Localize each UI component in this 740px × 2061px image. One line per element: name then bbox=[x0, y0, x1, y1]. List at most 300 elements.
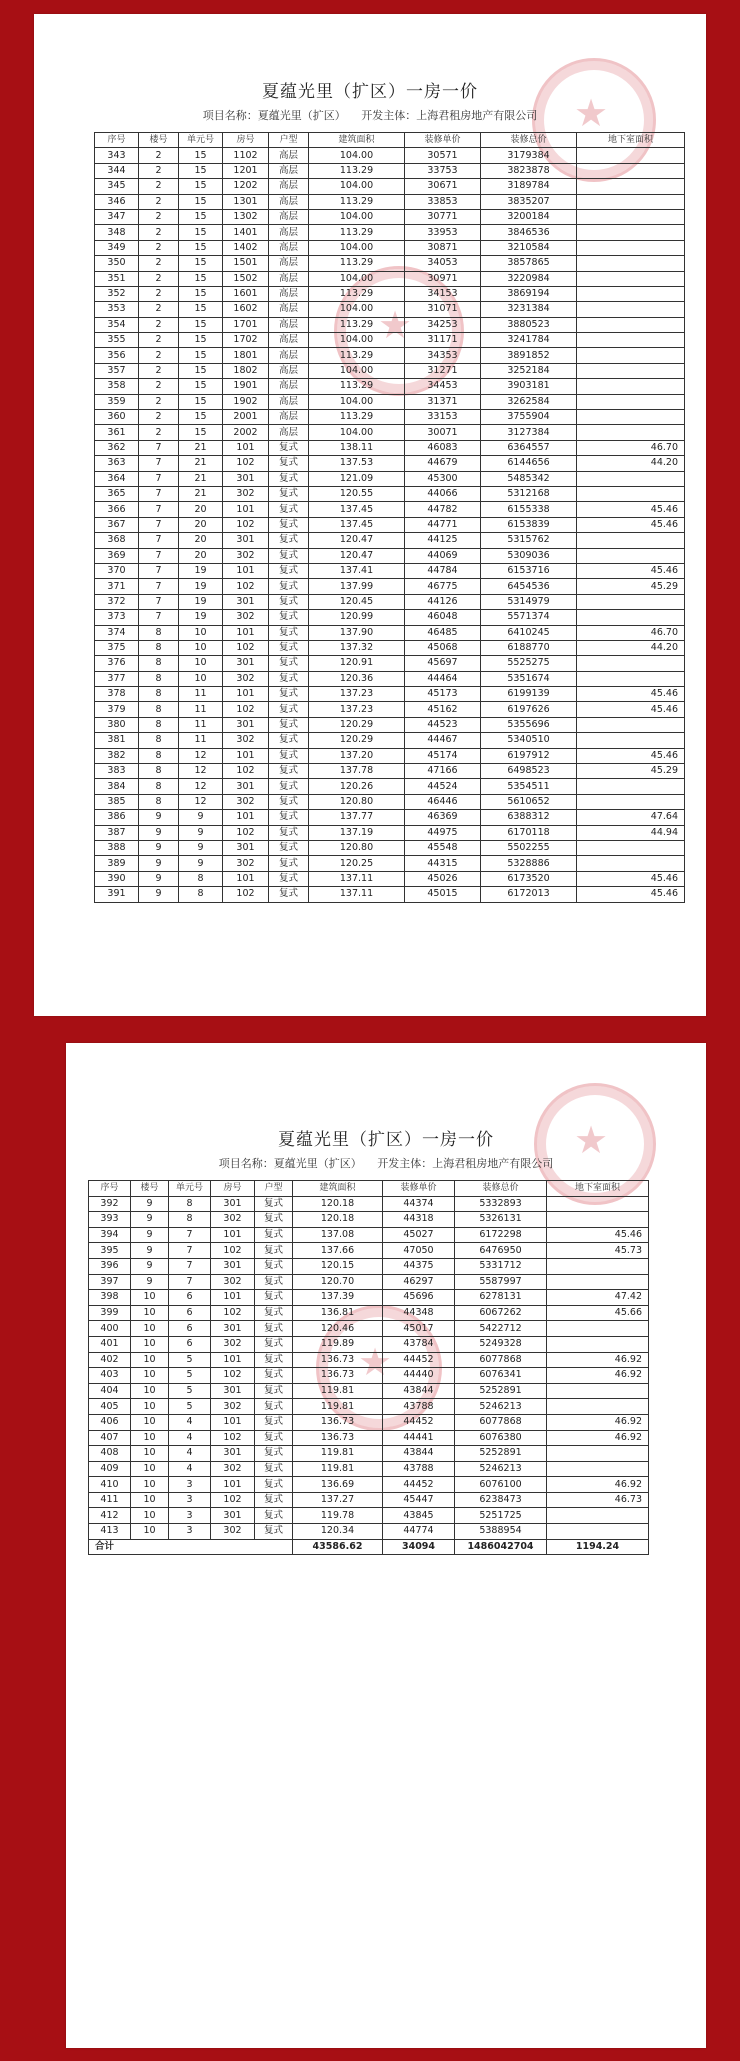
cell-building: 2 bbox=[139, 225, 179, 240]
cell-type: 复式 bbox=[269, 748, 309, 763]
cell-room: 101 bbox=[211, 1352, 255, 1368]
cell-type: 复式 bbox=[255, 1321, 293, 1337]
cell-type: 复式 bbox=[255, 1430, 293, 1446]
cell-unit-price: 30071 bbox=[405, 425, 481, 440]
cell-area: 120.26 bbox=[309, 779, 405, 794]
table-row bbox=[95, 256, 685, 271]
cell-total-price: 5388954 bbox=[455, 1524, 547, 1540]
cell-total-price: 3189784 bbox=[481, 179, 577, 194]
cell-basement-area bbox=[577, 163, 685, 178]
cell-unit-price: 30971 bbox=[405, 271, 481, 286]
table-row bbox=[95, 148, 685, 163]
cell-type: 高层 bbox=[269, 286, 309, 301]
table-row bbox=[89, 1290, 649, 1306]
cell-total-price: 5249328 bbox=[455, 1336, 547, 1352]
cell-type: 复式 bbox=[255, 1446, 293, 1462]
cell-room: 301 bbox=[211, 1446, 255, 1462]
cell-area: 104.00 bbox=[309, 240, 405, 255]
cell-area: 120.47 bbox=[309, 533, 405, 548]
cell-unit: 15 bbox=[179, 179, 223, 194]
cell-basement-area bbox=[577, 317, 685, 332]
table-row bbox=[95, 410, 685, 425]
cell-building: 7 bbox=[139, 533, 179, 548]
cell-area: 104.00 bbox=[309, 394, 405, 409]
cell-total-price: 6172013 bbox=[481, 887, 577, 902]
cell-basement-area: 45.46 bbox=[577, 702, 685, 717]
cell-room: 302 bbox=[211, 1399, 255, 1415]
document-page-1 bbox=[34, 14, 706, 1016]
cell-room: 301 bbox=[211, 1258, 255, 1274]
cell-room: 301 bbox=[211, 1196, 255, 1212]
cell-room: 101 bbox=[223, 502, 269, 517]
cell-total-price: 6170118 bbox=[481, 825, 577, 840]
cell-serial: 378 bbox=[95, 687, 139, 702]
cell-area: 137.99 bbox=[309, 579, 405, 594]
cell-area: 137.77 bbox=[309, 810, 405, 825]
header-area: 建筑面积 bbox=[293, 1181, 383, 1197]
table-row bbox=[95, 394, 685, 409]
cell-basement-area: 45.46 bbox=[577, 871, 685, 886]
cell-unit: 15 bbox=[179, 148, 223, 163]
cell-area: 137.27 bbox=[293, 1492, 383, 1508]
cell-type: 复式 bbox=[255, 1243, 293, 1259]
cell-building: 10 bbox=[131, 1321, 169, 1337]
cell-basement-area: 45.29 bbox=[577, 579, 685, 594]
cell-type: 复式 bbox=[255, 1492, 293, 1508]
table-row bbox=[95, 856, 685, 871]
cell-area: 113.29 bbox=[309, 348, 405, 363]
cell-basement-area bbox=[577, 486, 685, 501]
cell-type: 复式 bbox=[269, 764, 309, 779]
cell-basement-area bbox=[577, 779, 685, 794]
table-row bbox=[95, 163, 685, 178]
cell-area: 137.11 bbox=[309, 871, 405, 886]
cell-room: 1902 bbox=[223, 394, 269, 409]
cell-unit-price: 30771 bbox=[405, 209, 481, 224]
cell-total-price: 5610652 bbox=[481, 794, 577, 809]
cell-total-price: 5332893 bbox=[455, 1196, 547, 1212]
cell-building: 7 bbox=[139, 517, 179, 532]
cell-unit: 7 bbox=[169, 1258, 211, 1274]
cell-room: 2002 bbox=[223, 425, 269, 440]
cell-area: 137.11 bbox=[309, 887, 405, 902]
total-row bbox=[89, 1539, 649, 1555]
cell-type: 复式 bbox=[269, 887, 309, 902]
table-row bbox=[95, 702, 685, 717]
cell-total-price: 3220984 bbox=[481, 271, 577, 286]
header-area: 建筑面积 bbox=[309, 133, 405, 148]
table-row bbox=[95, 517, 685, 532]
cell-type: 复式 bbox=[255, 1290, 293, 1306]
cell-total-price: 3252184 bbox=[481, 363, 577, 378]
table-row bbox=[95, 625, 685, 640]
cell-serial: 345 bbox=[95, 179, 139, 194]
cell-area: 119.89 bbox=[293, 1336, 383, 1352]
table-row bbox=[95, 656, 685, 671]
table-row bbox=[95, 548, 685, 563]
cell-unit-price: 45162 bbox=[405, 702, 481, 717]
cell-building: 8 bbox=[139, 671, 179, 686]
table-row bbox=[95, 717, 685, 732]
cell-area: 137.53 bbox=[309, 456, 405, 471]
total-area: 43586.62 bbox=[293, 1539, 383, 1555]
cell-basement-area bbox=[577, 286, 685, 301]
cell-room: 102 bbox=[211, 1243, 255, 1259]
cell-area: 104.00 bbox=[309, 302, 405, 317]
cell-total-price: 5355696 bbox=[481, 717, 577, 732]
cell-unit-price: 31271 bbox=[405, 363, 481, 378]
table-row bbox=[95, 887, 685, 902]
cell-total-price: 3231384 bbox=[481, 302, 577, 317]
cell-serial: 367 bbox=[95, 517, 139, 532]
cell-total-price: 3262584 bbox=[481, 394, 577, 409]
cell-room: 301 bbox=[211, 1383, 255, 1399]
cell-type: 复式 bbox=[255, 1274, 293, 1290]
cell-area: 104.00 bbox=[309, 209, 405, 224]
cell-building: 10 bbox=[131, 1461, 169, 1477]
cell-total-price: 6498523 bbox=[481, 764, 577, 779]
cell-unit: 20 bbox=[179, 548, 223, 563]
cell-unit: 15 bbox=[179, 410, 223, 425]
table-row bbox=[95, 379, 685, 394]
cell-room: 102 bbox=[211, 1305, 255, 1321]
cell-total-price: 5485342 bbox=[481, 471, 577, 486]
cell-type: 复式 bbox=[255, 1524, 293, 1540]
cell-unit: 3 bbox=[169, 1508, 211, 1524]
cell-unit-price: 47166 bbox=[405, 764, 481, 779]
cell-area: 137.19 bbox=[309, 825, 405, 840]
cell-serial: 399 bbox=[89, 1305, 131, 1321]
cell-unit-price: 44348 bbox=[383, 1305, 455, 1321]
cell-area: 136.73 bbox=[293, 1368, 383, 1384]
table-row bbox=[89, 1477, 649, 1493]
cell-unit: 21 bbox=[179, 486, 223, 501]
table-row bbox=[95, 240, 685, 255]
cell-type: 复式 bbox=[269, 563, 309, 578]
cell-type: 复式 bbox=[269, 625, 309, 640]
cell-serial: 405 bbox=[89, 1399, 131, 1415]
table-row bbox=[89, 1212, 649, 1228]
cell-unit-price: 43844 bbox=[383, 1383, 455, 1399]
table-row bbox=[95, 794, 685, 809]
cell-building: 10 bbox=[131, 1524, 169, 1540]
cell-type: 复式 bbox=[269, 840, 309, 855]
cell-serial: 349 bbox=[95, 240, 139, 255]
cell-total-price: 3891852 bbox=[481, 348, 577, 363]
cell-area: 119.81 bbox=[293, 1383, 383, 1399]
cell-type: 高层 bbox=[269, 333, 309, 348]
cell-total-price: 6153716 bbox=[481, 563, 577, 578]
cell-building: 7 bbox=[139, 563, 179, 578]
cell-basement-area bbox=[577, 610, 685, 625]
cell-type: 复式 bbox=[255, 1305, 293, 1321]
cell-room: 301 bbox=[223, 656, 269, 671]
cell-total-price: 5246213 bbox=[455, 1461, 547, 1477]
table-row bbox=[89, 1274, 649, 1290]
table-row bbox=[95, 486, 685, 501]
cell-serial: 380 bbox=[95, 717, 139, 732]
cell-basement-area bbox=[577, 225, 685, 240]
cell-serial: 389 bbox=[95, 856, 139, 871]
cell-building: 2 bbox=[139, 333, 179, 348]
cell-unit: 15 bbox=[179, 333, 223, 348]
cell-total-price: 3755904 bbox=[481, 410, 577, 425]
cell-unit: 12 bbox=[179, 764, 223, 779]
cell-total-price: 6199139 bbox=[481, 687, 577, 702]
cell-serial: 385 bbox=[95, 794, 139, 809]
cell-total-price: 6076100 bbox=[455, 1477, 547, 1493]
cell-type: 复式 bbox=[255, 1196, 293, 1212]
cell-unit: 4 bbox=[169, 1446, 211, 1462]
cell-area: 121.09 bbox=[309, 471, 405, 486]
cell-unit-price: 44318 bbox=[383, 1212, 455, 1228]
cell-room: 101 bbox=[223, 871, 269, 886]
cell-area: 104.00 bbox=[309, 271, 405, 286]
cell-unit: 5 bbox=[169, 1399, 211, 1415]
cell-unit-price: 43844 bbox=[383, 1446, 455, 1462]
cell-building: 8 bbox=[139, 625, 179, 640]
cell-unit-price: 31371 bbox=[405, 394, 481, 409]
cell-type: 复式 bbox=[255, 1352, 293, 1368]
table-header-row bbox=[89, 1181, 649, 1197]
cell-unit-price: 30671 bbox=[405, 179, 481, 194]
cell-basement-area bbox=[547, 1258, 649, 1274]
cell-area: 120.80 bbox=[309, 840, 405, 855]
cell-unit: 21 bbox=[179, 471, 223, 486]
header-total-price: 装修总价 bbox=[481, 133, 577, 148]
cell-unit: 9 bbox=[179, 810, 223, 825]
cell-unit: 7 bbox=[169, 1243, 211, 1259]
cell-area: 113.29 bbox=[309, 410, 405, 425]
cell-serial: 393 bbox=[89, 1212, 131, 1228]
cell-basement-area bbox=[577, 209, 685, 224]
cell-area: 120.80 bbox=[309, 794, 405, 809]
cell-basement-area: 46.92 bbox=[547, 1414, 649, 1430]
cell-serial: 396 bbox=[89, 1258, 131, 1274]
cell-basement-area bbox=[577, 302, 685, 317]
cell-serial: 379 bbox=[95, 702, 139, 717]
cell-unit-price: 44374 bbox=[383, 1196, 455, 1212]
cell-unit-price: 44784 bbox=[405, 563, 481, 578]
cell-building: 2 bbox=[139, 179, 179, 194]
cell-unit-price: 30571 bbox=[405, 148, 481, 163]
cell-type: 复式 bbox=[255, 1368, 293, 1384]
cell-unit-price: 45697 bbox=[405, 656, 481, 671]
cell-room: 101 bbox=[211, 1477, 255, 1493]
cell-building: 7 bbox=[139, 548, 179, 563]
cell-unit: 19 bbox=[179, 594, 223, 609]
table-row bbox=[95, 456, 685, 471]
cell-unit-price: 44523 bbox=[405, 717, 481, 732]
cell-total-price: 6155338 bbox=[481, 502, 577, 517]
cell-area: 137.45 bbox=[309, 517, 405, 532]
cell-unit-price: 44441 bbox=[383, 1430, 455, 1446]
cell-room: 301 bbox=[211, 1508, 255, 1524]
cell-building: 10 bbox=[131, 1336, 169, 1352]
cell-total-price: 6364557 bbox=[481, 440, 577, 455]
cell-unit-price: 44452 bbox=[383, 1477, 455, 1493]
table-row bbox=[95, 610, 685, 625]
cell-serial: 395 bbox=[89, 1243, 131, 1259]
cell-serial: 374 bbox=[95, 625, 139, 640]
cell-serial: 400 bbox=[89, 1321, 131, 1337]
cell-basement-area: 47.64 bbox=[577, 810, 685, 825]
cell-serial: 381 bbox=[95, 733, 139, 748]
cell-serial: 372 bbox=[95, 594, 139, 609]
cell-basement-area: 46.70 bbox=[577, 625, 685, 640]
cell-total-price: 6238473 bbox=[455, 1492, 547, 1508]
cell-room: 1502 bbox=[223, 271, 269, 286]
cell-building: 9 bbox=[139, 856, 179, 871]
cell-unit-price: 46369 bbox=[405, 810, 481, 825]
cell-area: 113.29 bbox=[309, 225, 405, 240]
cell-serial: 346 bbox=[95, 194, 139, 209]
cell-serial: 354 bbox=[95, 317, 139, 332]
cell-basement-area bbox=[577, 425, 685, 440]
cell-total-price: 3835207 bbox=[481, 194, 577, 209]
cell-basement-area: 46.92 bbox=[547, 1352, 649, 1368]
cell-room: 101 bbox=[223, 625, 269, 640]
cell-unit: 15 bbox=[179, 394, 223, 409]
cell-room: 1501 bbox=[223, 256, 269, 271]
cell-room: 1102 bbox=[223, 148, 269, 163]
cell-building: 9 bbox=[131, 1274, 169, 1290]
cell-total-price: 5340510 bbox=[481, 733, 577, 748]
cell-building: 8 bbox=[139, 764, 179, 779]
cell-building: 10 bbox=[131, 1290, 169, 1306]
cell-basement-area bbox=[577, 717, 685, 732]
cell-unit-price: 44125 bbox=[405, 533, 481, 548]
table-row bbox=[95, 225, 685, 240]
table-row bbox=[95, 687, 685, 702]
table-row bbox=[95, 348, 685, 363]
cell-unit-price: 34153 bbox=[405, 286, 481, 301]
cell-unit-price: 30871 bbox=[405, 240, 481, 255]
cell-basement-area bbox=[577, 148, 685, 163]
cell-building: 9 bbox=[139, 840, 179, 855]
cell-unit: 21 bbox=[179, 440, 223, 455]
cell-basement-area: 46.92 bbox=[547, 1368, 649, 1384]
cell-serial: 371 bbox=[95, 579, 139, 594]
cell-unit-price: 43845 bbox=[383, 1508, 455, 1524]
cell-area: 104.00 bbox=[309, 148, 405, 163]
cell-unit: 20 bbox=[179, 533, 223, 548]
cell-basement-area bbox=[547, 1508, 649, 1524]
cell-building: 9 bbox=[131, 1258, 169, 1274]
cell-building: 2 bbox=[139, 302, 179, 317]
cell-unit-price: 43788 bbox=[383, 1461, 455, 1477]
table-row bbox=[89, 1461, 649, 1477]
cell-area: 136.73 bbox=[293, 1352, 383, 1368]
cell-type: 高层 bbox=[269, 225, 309, 240]
cell-total-price: 5309036 bbox=[481, 548, 577, 563]
cell-serial: 366 bbox=[95, 502, 139, 517]
cell-serial: 356 bbox=[95, 348, 139, 363]
cell-room: 102 bbox=[223, 579, 269, 594]
cell-serial: 413 bbox=[89, 1524, 131, 1540]
cell-area: 137.20 bbox=[309, 748, 405, 763]
cell-building: 2 bbox=[139, 163, 179, 178]
cell-basement-area bbox=[577, 271, 685, 286]
cell-room: 1301 bbox=[223, 194, 269, 209]
cell-room: 2001 bbox=[223, 410, 269, 425]
cell-building: 9 bbox=[131, 1227, 169, 1243]
cell-unit-price: 44315 bbox=[405, 856, 481, 871]
cell-area: 136.81 bbox=[293, 1305, 383, 1321]
cell-building: 2 bbox=[139, 240, 179, 255]
cell-building: 7 bbox=[139, 440, 179, 455]
cell-type: 复式 bbox=[255, 1399, 293, 1415]
cell-total-price: 5252891 bbox=[455, 1446, 547, 1462]
cell-area: 113.29 bbox=[309, 317, 405, 332]
cell-building: 10 bbox=[131, 1430, 169, 1446]
cell-serial: 352 bbox=[95, 286, 139, 301]
header-building: 楼号 bbox=[139, 133, 179, 148]
cell-type: 复式 bbox=[255, 1227, 293, 1243]
cell-basement-area: 45.46 bbox=[577, 563, 685, 578]
cell-total-price: 3903181 bbox=[481, 379, 577, 394]
cell-type: 复式 bbox=[269, 579, 309, 594]
cell-unit: 9 bbox=[179, 840, 223, 855]
cell-building: 10 bbox=[131, 1368, 169, 1384]
cell-building: 10 bbox=[131, 1508, 169, 1524]
document-page-2 bbox=[66, 1043, 706, 2048]
cell-unit: 10 bbox=[179, 625, 223, 640]
cell-area: 120.29 bbox=[309, 733, 405, 748]
cell-room: 101 bbox=[211, 1290, 255, 1306]
cell-building: 7 bbox=[139, 486, 179, 501]
table-row bbox=[95, 764, 685, 779]
table-row bbox=[95, 579, 685, 594]
header-basement-area: 地下室面积 bbox=[547, 1181, 649, 1197]
cell-unit: 6 bbox=[169, 1321, 211, 1337]
cell-basement-area bbox=[577, 733, 685, 748]
cell-unit: 19 bbox=[179, 563, 223, 578]
cell-room: 1702 bbox=[223, 333, 269, 348]
cell-area: 137.90 bbox=[309, 625, 405, 640]
cell-serial: 392 bbox=[89, 1196, 131, 1212]
cell-basement-area bbox=[577, 379, 685, 394]
cell-type: 复式 bbox=[255, 1383, 293, 1399]
cell-room: 302 bbox=[223, 733, 269, 748]
cell-basement-area: 45.46 bbox=[577, 502, 685, 517]
cell-building: 9 bbox=[139, 887, 179, 902]
cell-serial: 369 bbox=[95, 548, 139, 563]
cell-unit: 3 bbox=[169, 1524, 211, 1540]
cell-total-price: 5251725 bbox=[455, 1508, 547, 1524]
cell-total-price: 6188770 bbox=[481, 640, 577, 655]
cell-room: 302 bbox=[223, 610, 269, 625]
cell-area: 119.81 bbox=[293, 1461, 383, 1477]
cell-serial: 360 bbox=[95, 410, 139, 425]
cell-serial: 361 bbox=[95, 425, 139, 440]
cell-building: 8 bbox=[139, 733, 179, 748]
cell-building: 7 bbox=[139, 502, 179, 517]
cell-serial: 382 bbox=[95, 748, 139, 763]
cell-room: 102 bbox=[211, 1492, 255, 1508]
cell-total-price: 3241784 bbox=[481, 333, 577, 348]
cell-unit-price: 45068 bbox=[405, 640, 481, 655]
cell-building: 7 bbox=[139, 471, 179, 486]
cell-serial: 394 bbox=[89, 1227, 131, 1243]
cell-room: 102 bbox=[211, 1430, 255, 1446]
header-unit: 单元号 bbox=[169, 1181, 211, 1197]
cell-type: 复式 bbox=[269, 502, 309, 517]
cell-unit: 12 bbox=[179, 794, 223, 809]
cell-type: 高层 bbox=[269, 240, 309, 255]
cell-room: 102 bbox=[223, 825, 269, 840]
cell-area: 120.34 bbox=[293, 1524, 383, 1540]
